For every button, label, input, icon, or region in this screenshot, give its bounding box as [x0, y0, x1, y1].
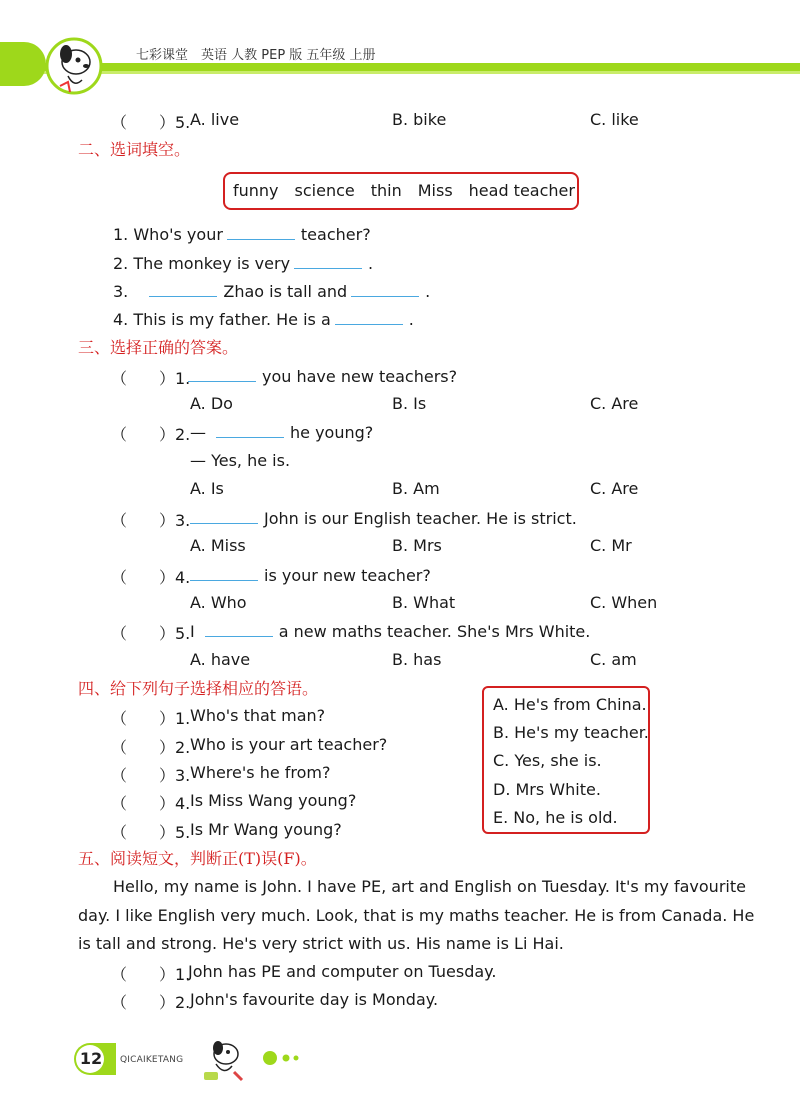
s3-q2-paren[interactable]: （ ）2.	[111, 425, 191, 444]
footer-dots	[262, 1050, 302, 1066]
header-bar	[0, 60, 800, 74]
s5-q1-paren[interactable]: （ ）1.	[111, 965, 191, 984]
s2-item-2	[113, 252, 373, 275]
s4-q3-text: Where's he from?	[190, 763, 331, 782]
s2-item-2-after: .	[368, 254, 374, 273]
footer-dots-shape	[262, 1050, 302, 1066]
section3-heading: 三、选择正确的答案。	[78, 338, 239, 357]
s2-item-2-num: 2.	[113, 254, 129, 273]
passage-line-1: Hello, my name is John. I have PE, art and English on Tuesday. It's my favourite	[113, 877, 746, 896]
s3-q3-stem	[186, 507, 577, 530]
footer-brand: QICAIKETANG	[120, 1055, 184, 1065]
s3-q2-option-a: A. Is	[190, 479, 224, 498]
s2-item-3	[113, 280, 430, 303]
s3-q4-option-a: A. Who	[190, 593, 247, 612]
s2-item-3-blank-2[interactable]	[351, 280, 419, 297]
s1-q5-paren: （ ）5.	[111, 113, 191, 132]
s3-q5-before: I	[190, 622, 195, 641]
s3-q2-reply: — Yes, he is.	[190, 451, 291, 470]
header-title: 七彩课堂 英语 人教 PEP 版 五年级 上册	[136, 48, 376, 63]
passage-line-2: day. I like English very much. Look, that is my maths teacher. He is from Canada. He	[78, 906, 755, 925]
s3-q5-option-b: B. has	[392, 650, 442, 669]
s3-q2-blank[interactable]	[216, 421, 284, 438]
s2-item-1-after: teacher?	[300, 225, 371, 244]
s3-q1-after: you have new teachers?	[262, 367, 458, 386]
s3-q3-after: John is our English teacher. He is strict.	[264, 509, 577, 528]
s3-q1-stem	[184, 365, 457, 388]
s4-q1-text: Who's that man?	[190, 706, 326, 725]
section5-heading: 五、阅读短文，判断正(T)误(F)。	[78, 849, 317, 868]
s4-q4-text: Is Miss Wang young?	[190, 791, 357, 810]
answer-b: B. He's my teacher.	[493, 723, 649, 742]
s3-q4-after: is your new teacher?	[264, 566, 431, 585]
s1-q5-option-a: A. live	[190, 110, 240, 129]
footer-page-badge	[73, 1042, 117, 1076]
s3-q4-option-b: B. What	[392, 593, 456, 612]
s3-q5-blank[interactable]	[205, 620, 273, 637]
s4-q1-paren[interactable]: （ ）1.	[111, 709, 191, 728]
s3-q1-paren[interactable]: （ ）1.	[111, 369, 191, 388]
word-bank-words: funny science thin Miss head teacher	[233, 181, 575, 200]
answer-options-box	[482, 686, 650, 834]
s3-q4-blank[interactable]	[190, 564, 258, 581]
s4-q4-paren[interactable]: （ ）4.	[111, 794, 191, 813]
s3-q5-paren[interactable]: （ ）5.	[111, 624, 191, 643]
s2-item-4-num: 4.	[113, 310, 129, 329]
s2-item-2-blank[interactable]	[294, 252, 362, 269]
s2-item-1-num: 1.	[113, 225, 129, 244]
header-stripe	[0, 61, 800, 75]
s4-q5-paren[interactable]: （ ）5.	[111, 823, 191, 842]
s3-q1-option-c: C. Are	[590, 394, 639, 413]
s3-q5-stem	[190, 620, 590, 643]
s1-q5-option-c: C. like	[590, 110, 639, 129]
section2-heading: 二、选词填空。	[78, 140, 191, 159]
s5-q1-text: John has PE and computer on Tuesday.	[188, 962, 497, 981]
footer-dog-icon	[198, 1036, 248, 1086]
s4-q5-text: Is Mr Wang young?	[190, 820, 342, 839]
s2-item-3-num: 3.	[113, 282, 129, 301]
section4-heading: 四、给下列句子选择相应的答语。	[78, 679, 319, 698]
s3-q3-blank[interactable]	[190, 507, 258, 524]
word-bank-box	[223, 172, 579, 210]
answer-c: C. Yes, she is.	[493, 751, 602, 770]
s2-item-4	[113, 308, 414, 331]
mascot-dog-icon	[46, 36, 106, 98]
s2-item-4-before: This is my father. He is a	[133, 310, 331, 329]
s2-item-3-mid: Zhao is tall and	[223, 282, 348, 301]
s3-q2-option-c: C. Are	[590, 479, 639, 498]
s2-item-3-blank-1[interactable]	[149, 280, 217, 297]
s2-item-1	[113, 223, 371, 246]
s3-q3-paren[interactable]: （ ）3.	[111, 511, 191, 530]
s3-q5-option-c: C. am	[590, 650, 637, 669]
s2-item-3-after: .	[425, 282, 431, 301]
s2-item-1-before: Who's your	[133, 225, 223, 244]
s4-q3-paren[interactable]: （ ）3.	[111, 766, 191, 785]
s3-q4-paren[interactable]: （ ）4.	[111, 568, 191, 587]
s1-q5-option-b: B. bike	[392, 110, 447, 129]
passage-line-3: is tall and strong. He's very strict with us. His name is Li Hai.	[78, 934, 564, 953]
answer-a: A. He's from China.	[493, 695, 647, 714]
s2-item-4-after: .	[408, 310, 414, 329]
s4-q2-paren[interactable]: （ ）2.	[111, 738, 191, 757]
s2-item-1-blank[interactable]	[227, 223, 295, 240]
s2-item-4-blank[interactable]	[335, 308, 403, 325]
s3-q4-option-c: C. When	[590, 593, 658, 612]
s3-q1-option-b: B. Is	[392, 394, 427, 413]
answer-e: E. No, he is old.	[493, 808, 618, 827]
s3-q2-dash: —	[190, 423, 206, 442]
s3-q2-stem	[190, 421, 373, 444]
page-number: 12	[79, 1049, 103, 1068]
s4-q2-text: Who is your art teacher?	[190, 735, 388, 754]
s3-q3-option-c: C. Mr	[590, 536, 632, 555]
s3-q3-option-a: A. Miss	[190, 536, 246, 555]
answer-d: D. Mrs White.	[493, 780, 601, 799]
s3-q2-after: he young?	[290, 423, 374, 442]
s3-q4-stem	[186, 564, 431, 587]
s3-q3-option-b: B. Mrs	[392, 536, 442, 555]
s3-q1-blank[interactable]	[188, 365, 256, 382]
s2-item-2-before: The monkey is very	[133, 254, 291, 273]
s5-q2-paren[interactable]: （ ）2.	[111, 993, 191, 1012]
s3-q2-option-b: B. Am	[392, 479, 440, 498]
s5-q2-text: John's favourite day is Monday.	[190, 990, 439, 1009]
header-tab	[0, 42, 46, 86]
s3-q5-option-a: A. have	[190, 650, 251, 669]
s3-q1-option-a: A. Do	[190, 394, 233, 413]
s3-q5-after: a new maths teacher. She's Mrs White.	[278, 622, 591, 641]
